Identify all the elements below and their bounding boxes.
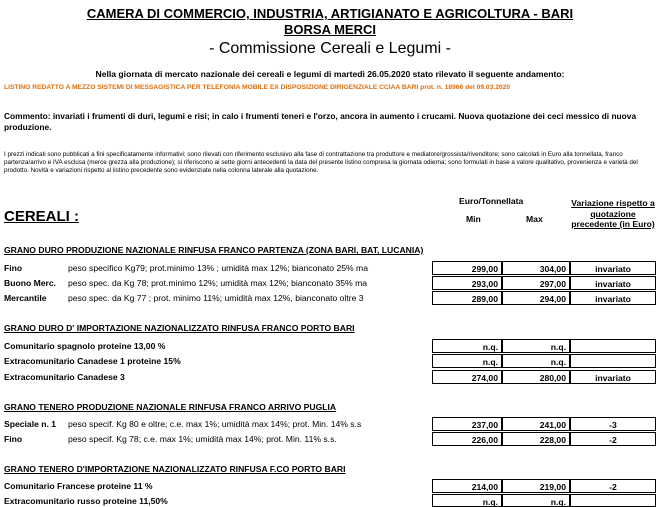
max-price: 228,00	[502, 432, 570, 446]
table-row	[0, 261, 660, 275]
row-desc: peso spec. da Kg 77 ; prot. minimo 11%; umidità max 12%, bianconato oltre 3	[68, 293, 364, 303]
row-name: Mercantile	[4, 293, 47, 303]
price-notes: I prezzi indicati sono pubblicati a fini specificatamente informativi; sono rilevati con riferimento esclusivo alla fase di contrattazione tra produttore e mediatore/grossista/rivenditore; sono calcolati in Euro alla tonnellata, franco partenza/arrivo e IVA esclusa (merce grezza alla produzione); si riferiscono ai sette giorni antecedenti la data del presente listino compresa la giornata odierna; sono formulati in base a valore qualitativo, provenienza e varietà del prodotto. Novità e variazioni rispetto al listino precedente sono evidenziate nella colonna laterale alla quotazione.	[4, 151, 638, 175]
variation-value	[570, 354, 656, 368]
table-row	[0, 370, 660, 384]
row-name: Speciale n. 1	[4, 419, 57, 429]
table-row	[0, 494, 660, 507]
min-header: Min	[466, 214, 481, 224]
table-row	[0, 417, 660, 431]
variation-value	[570, 339, 656, 353]
variation-value	[570, 494, 656, 507]
min-price: n.q.	[432, 354, 502, 368]
table-row	[0, 432, 660, 446]
row-name: Extracomunitario Canadese 3	[4, 372, 125, 382]
row-name: Fino	[4, 434, 23, 444]
variation-value: -2	[570, 479, 656, 493]
variation-value: invariato	[570, 261, 656, 275]
category-title: CEREALI :	[4, 208, 79, 225]
min-price: 299,00	[432, 261, 502, 275]
row-desc: peso spec. da Kg 78; prot.minimo 12%; umidità max 12%; bianconato 35% ma	[68, 278, 368, 288]
max-price: n.q.	[502, 354, 570, 368]
row-desc: peso specif. Kg 80 e oltre; c.e. max 1%; umidità max 14%; prot. Min. 14% s.s	[68, 419, 362, 429]
section-title: GRANO TENERO PRODUZIONE NAZIONALE RINFUSA FRANCO ARRIVO PUGLIA	[4, 402, 337, 412]
row-desc: peso specif. Kg 78; c.e. max 1%; umidità max 14%; prot. Min. 11% s.s.	[68, 434, 337, 444]
listino-note: LISTINO REDATTO A MEZZO SISTEMI DI MESSAGISTICA PER TELEFONIA MOBILE EX DISPOSIZIONE DIRIGENZIALE CCIAA BARI prot. n. 18966 del 09.03.2020	[4, 84, 511, 91]
max-price: 241,00	[502, 417, 570, 431]
market-comment: Commento: invariati i frumenti di duri, legumi e risi; in calo i frumenti teneri e l'orzo, ancora in aumento i crucami. Nuova quotazione dei ceci messico di nuova produzione.	[4, 111, 637, 132]
variation-value: invariato	[570, 276, 656, 290]
max-header: Max	[526, 214, 543, 224]
table-row	[0, 339, 660, 353]
row-name: Extracomunitario Canadese 1 proteine 15%	[4, 356, 181, 366]
variation-value: invariato	[570, 370, 656, 384]
row-desc: peso specifico Kg79; prot.minimo 13% ; umidità max 12%; bianconato 25% ma	[68, 263, 368, 273]
variation-header: Variazione rispetto a quotazione precedente (in Euro)	[571, 198, 655, 229]
max-price: 304,00	[502, 261, 570, 275]
table-row	[0, 479, 660, 493]
max-price: n.q.	[502, 339, 570, 353]
row-name: Comunitario Francese proteine 11 %	[4, 481, 153, 491]
section-title: GRANO DURO D' IMPORTAZIONE NAZIONALIZZATO RINFUSA FRANCO PORTO BARI	[4, 323, 355, 333]
unit-header: Euro/Tonnellata	[459, 196, 524, 206]
table-row	[0, 291, 660, 305]
min-price: n.q.	[432, 494, 502, 507]
section-title: GRANO DURO PRODUZIONE NAZIONALE RINFUSA FRANCO PARTENZA (ZONA BARI, BAT, LUCANIA)	[4, 245, 424, 255]
section-title: GRANO TENERO D'IMPORTAZIONE NAZIONALIZZATO RINFUSA F.CO PORTO BARI	[4, 464, 346, 474]
row-name: Comunitario spagnolo proteine 13,00 %	[4, 341, 166, 351]
min-price: n.q.	[432, 339, 502, 353]
row-name: Buono Merc.	[4, 278, 57, 288]
min-price: 293,00	[432, 276, 502, 290]
row-name: Extracomunitario russo proteine 11,50%	[4, 496, 168, 506]
max-price: 280,00	[502, 370, 570, 384]
max-price: n.q.	[502, 494, 570, 507]
variation-value: -2	[570, 432, 656, 446]
commission-title: - Commissione Cereali e Legumi -	[209, 40, 451, 57]
max-price: 219,00	[502, 479, 570, 493]
min-price: 237,00	[432, 417, 502, 431]
variation-value: invariato	[570, 291, 656, 305]
min-price: 289,00	[432, 291, 502, 305]
max-price: 294,00	[502, 291, 570, 305]
table-row	[0, 276, 660, 290]
min-price: 226,00	[432, 432, 502, 446]
market-day-text: Nella giornata di mercato nazionale dei cereali e legumi di martedì 26.05.2020 stato rilevato il seguente andamento:	[95, 69, 565, 79]
chamber-title: CAMERA DI COMMERCIO, INDUSTRIA, ARTIGIANATO E AGRICOLTURA - BARI	[86, 6, 574, 21]
borsa-merci-title: BORSA MERCI	[284, 22, 376, 37]
variation-value: -3	[570, 417, 656, 431]
table-row	[0, 354, 660, 368]
min-price: 274,00	[432, 370, 502, 384]
row-name: Fino	[4, 263, 23, 273]
max-price: 297,00	[502, 276, 570, 290]
min-price: 214,00	[432, 479, 502, 493]
